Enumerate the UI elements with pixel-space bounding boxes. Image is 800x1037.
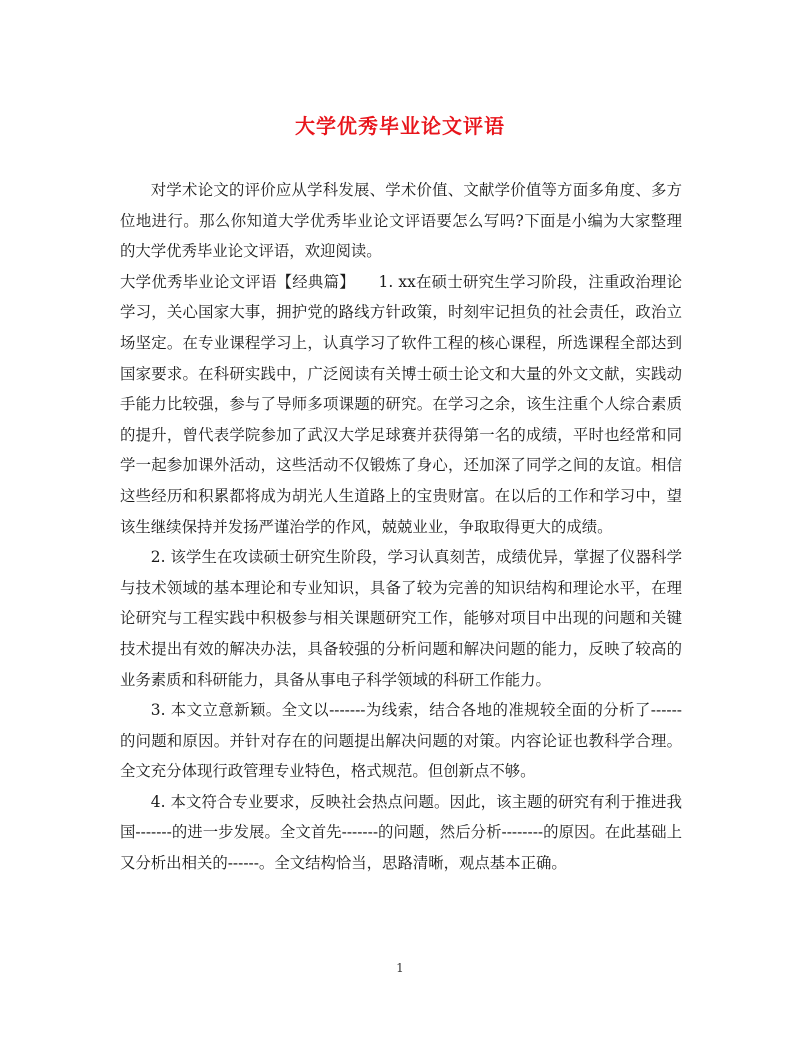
page-number: 1	[396, 961, 404, 975]
paragraph-3: 3. 本文立意新颖。全文以-------为线索，结合各地的准规较全面的分析了------的问题和原因。并针对存在的问题提出解决问题的对策。内容论证也教科学合理。全文充分体现行政管理专业特色，格式规范。但创新点不够。	[120, 701, 682, 781]
paragraph-4: 4. 本文符合专业要求，反映社会热点问题。因此，该主题的研究有利于推进我国-------的进一步发展。全文首先-------的问题，然后分析--------的原因。在此基础上又分析出相关的------。全文结构恰当，思路清晰，观点基本正确。	[120, 792, 682, 873]
paragraph-2: 2. 该学生在攻读硕士研究生阶段，学习认真刻苦，成绩优异，掌握了仪器科学与技术领域的基本理论和专业知识，具备了较为完善的知识结构和理论水平，在理论研究与工程实践中积极参与相关课题研究工作，能够对项目中出现的问题和关键技术提出有效的解决办法，具备较强的分析问题和解决问题的能力，反映了较高的业务素质和科研能力，具备从事电子科学领域的科研工作能力。	[120, 548, 682, 689]
document-body	[120, 175, 682, 879]
document-title: 大学优秀毕业论文评语	[295, 114, 505, 138]
paragraph-1: 大学优秀毕业论文评语【经典篇】 1. xx在硕士研究生学习阶段，注重政治理论学习，关心国家大事，拥护党的路线方针政策，时刻牢记担负的社会责任，政治立场坚定。在专业课程学习上，认真学习了软件工程的核心课程，所选课程全部达到国家要求。在科研实践中，广泛阅读有关博士硕士论文和大量的外文文献，实践动手能力比较强，参与了导师多项课题的研究。在学习之余，该生注重个人综合素质的提升，曾代表学院参加了武汉大学足球赛并获得第一名的成绩，平时也经常和同学一起参加课外活动，这些活动不仅锻炼了身心，还加深了同学之间的友谊。相信这些经历和积累都将成为胡光人生道路上的宝贵财富。在以后的工作和学习中，望该生继续保持并发扬严谨治学的作风，兢兢业业，争取取得更大的成绩。	[120, 272, 682, 536]
intro-paragraph: 对学术论文的评价应从学科发展、学术价值、文献学价值等方面多角度、多方位地进行。那么你知道大学优秀毕业论文评语要怎么写吗?下面是小编为大家整理的大学优秀毕业论文评语，欢迎阅读。	[120, 181, 682, 261]
